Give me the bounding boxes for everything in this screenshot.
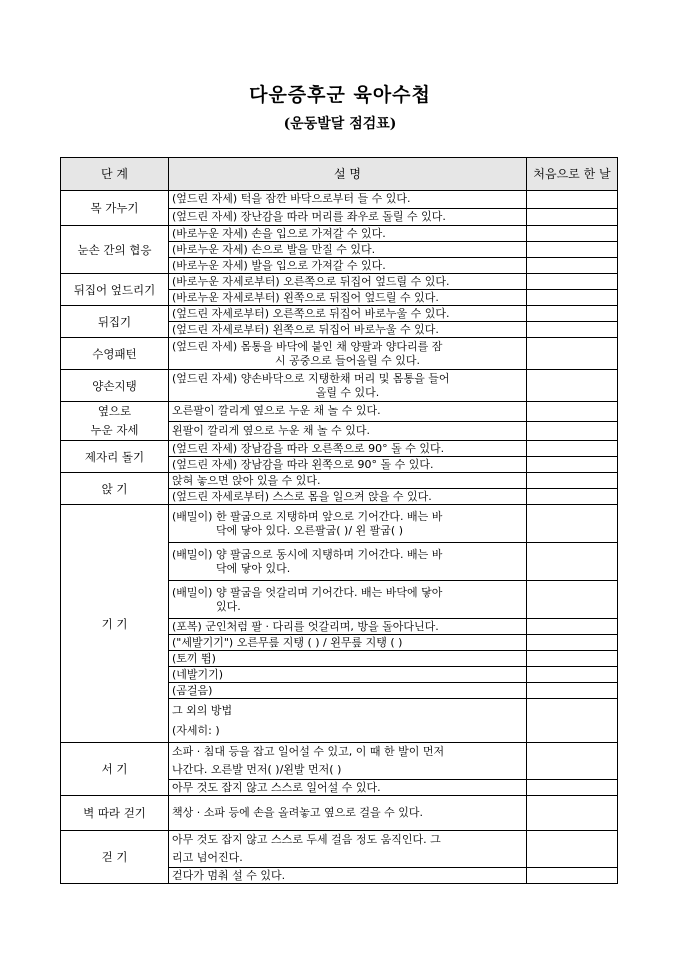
first-date-cell[interactable] [527,581,618,619]
description-cell [169,743,527,780]
description-cell [169,370,527,402]
description-cell: (엎드린 자세로부터) 스스로 몸을 일으켜 앉을 수 있다. [169,489,527,505]
first-date-cell[interactable] [527,242,618,258]
header-stage: 단 계 [61,158,169,191]
description-cell: (엎드린 자세) 장남감을 따라 오른쪽으로 90° 돌 수 있다. [169,441,527,457]
stage-cell: 뒤집어 엎드리기 [61,274,169,306]
description-cell [169,581,527,619]
description-cell: (엎드린 자세로부터) 왼쪽으로 뒤집어 바로누울 수 있다. [169,322,527,338]
description-cell: (네발기기) [169,667,527,683]
table-row [61,306,618,322]
description-cell: 오른팔이 깔리게 옆으로 누운 채 놀 수 있다. [169,402,527,422]
first-date-cell[interactable] [527,473,618,489]
first-date-cell[interactable] [527,635,618,651]
stage-cell: 눈손 간의 협응 [61,226,169,274]
description-cell: (곰걸음) [169,683,527,699]
description-cell: 아무 것도 잡지 않고 스스로 일어설 수 있다. [169,780,527,796]
first-date-cell[interactable] [527,421,618,441]
first-date-cell[interactable] [527,780,618,796]
first-date-cell[interactable] [527,208,618,226]
first-date-cell[interactable] [527,402,618,422]
first-date-cell[interactable] [527,619,618,635]
page-title: 다운증후군 육아수첩 [249,84,431,106]
stage-cell: 수영패턴 [61,338,169,370]
first-date-cell[interactable] [527,457,618,473]
first-date-cell[interactable] [527,441,618,457]
stage-cell: 서 기 [61,743,169,796]
header-row [61,158,618,191]
first-date-cell[interactable] [527,683,618,699]
description-line: 리고 넘어진다. [172,851,243,864]
first-date-cell[interactable] [527,651,618,667]
description-cell: 책상 · 소파 등에 손을 올려놓고 옆으로 걸을 수 있다. [169,796,527,831]
description-cell: ("세발기기") 오른무릎 지탱 ( ) / 왼무릎 지탱 ( ) [169,635,527,651]
table-row [61,743,618,780]
description-line: 아무 것도 잡지 않고 스스로 두세 걸음 정도 움직인다. 그 [172,833,441,846]
header-description: 설 명 [169,158,527,191]
description-cell: (엎드린 자세) 턱을 잠깐 바닥으로부터 들 수 있다. [169,191,527,209]
description-line: 닥에 닿아 있다. [216,561,291,575]
description-line: 나간다. 오른발 먼저( )/왼발 먼저( ) [172,763,342,776]
stage-cell: 걷 기 [61,831,169,884]
description-line: (배밀이) 한 팔굽으로 지탱하며 앞으로 기어간다. 배는 바 [172,509,443,523]
description-cell: 걷다가 멈춰 설 수 있다. [169,868,527,884]
checklist-table [60,157,618,884]
description-cell: (바로누운 자세) 손으로 발을 만질 수 있다. [169,242,527,258]
description-cell: (토끼 뜀) [169,651,527,667]
table-row [61,274,618,290]
first-date-cell[interactable] [527,543,618,581]
description-cell [169,699,527,743]
first-date-cell[interactable] [527,290,618,306]
stage-cell [61,402,169,441]
description-line: (엎드린 자세) 몸통을 바닥에 붙인 채 양팔과 양다리를 잠 [172,339,443,353]
table-row [61,402,618,422]
description-line: (배밀이) 양 팔굽으로 동시에 지탱하며 기어간다. 배는 바 [172,547,443,561]
table-row [61,831,618,868]
first-date-cell[interactable] [527,699,618,743]
description-line: 소파 · 침대 등을 잡고 일어설 수 있고, 이 때 한 발이 먼저 [172,745,445,758]
first-date-cell[interactable] [527,489,618,505]
table-row [61,473,618,489]
description-line: (자세히: ) [172,723,220,737]
stage-cell: 기 기 [61,505,169,743]
description-cell [169,338,527,370]
table-row [61,441,618,457]
description-cell: (바로누운 자세) 손을 입으로 가져갈 수 있다. [169,226,527,242]
first-date-cell[interactable] [527,258,618,274]
first-date-cell[interactable] [527,338,618,370]
stage-cell: 제자리 돌기 [61,441,169,473]
first-date-cell[interactable] [527,505,618,543]
description-line: (엎드린 자세) 양손바닥으로 지탱한채 머리 및 몸통을 들어 [172,371,450,385]
table-row [61,370,618,402]
first-date-cell[interactable] [527,226,618,242]
stage-line: 누운 자세 [90,423,139,437]
header-first-date: 처음으로 한 날 [527,158,618,191]
description-line: (배밀이) 양 팔굽을 엇갈리며 기어간다. 배는 바닥에 닿아 [172,585,443,599]
description-cell: (바로누운 자세로부터) 오른쪽으로 뒤집어 엎드릴 수 있다. [169,274,527,290]
stage-cell: 목 가누기 [61,191,169,226]
table-row [61,796,618,831]
description-line: 그 외의 방법 [172,703,233,717]
description-line: 올릴 수 있다. [315,385,380,399]
description-cell [169,543,527,581]
first-date-cell[interactable] [527,191,618,209]
description-cell: (엎드린 자세) 장남감을 따라 왼쪽으로 90° 돌 수 있다. [169,457,527,473]
first-date-cell[interactable] [527,868,618,884]
stage-line: 옆으로 [97,404,132,418]
first-date-cell[interactable] [527,306,618,322]
description-cell: (엎드린 자세) 장난감을 따라 머리를 좌우로 돌릴 수 있다. [169,208,527,226]
first-date-cell[interactable] [527,274,618,290]
description-cell: 왼팔이 깔리게 옆으로 누운 채 놀 수 있다. [169,421,527,441]
table-row [61,226,618,242]
description-cell: (바로누운 자세로부터) 왼쪽으로 뒤집어 엎드릴 수 있다. [169,290,527,306]
description-cell: (포복) 군인처럼 팔 · 다리를 엇갈리며, 방을 돌아다닌다. [169,619,527,635]
stage-cell: 뒤집기 [61,306,169,338]
description-line: 있다. [216,599,241,613]
page-subtitle: (운동발달 점검표) [283,116,397,132]
first-date-cell[interactable] [527,322,618,338]
table-row [61,191,618,209]
first-date-cell[interactable] [527,370,618,402]
first-date-cell[interactable] [527,796,618,831]
first-date-cell[interactable] [527,743,618,780]
description-cell [169,505,527,543]
description-cell: (엎드린 자세로부터) 오른쪽으로 뒤집어 바로누울 수 있다. [169,306,527,322]
stage-cell: 양손지탱 [61,370,169,402]
first-date-cell[interactable] [527,831,618,868]
description-cell: (바로누운 자세) 발을 입으로 가져갈 수 있다. [169,258,527,274]
first-date-cell[interactable] [527,667,618,683]
table-row [61,505,618,543]
description-cell: 앉혀 놓으면 앉아 있을 수 있다. [169,473,527,489]
stage-cell: 앉 기 [61,473,169,505]
table-row [61,338,618,370]
description-line: 닥에 닿아 있다. 오른팔굽( )/ 왼 팔굽( ) [216,523,403,537]
stage-cell: 벽 따라 걷기 [61,796,169,831]
description-cell [169,831,527,868]
description-line: 시 공중으로 들어올릴 수 있다. [275,353,420,367]
